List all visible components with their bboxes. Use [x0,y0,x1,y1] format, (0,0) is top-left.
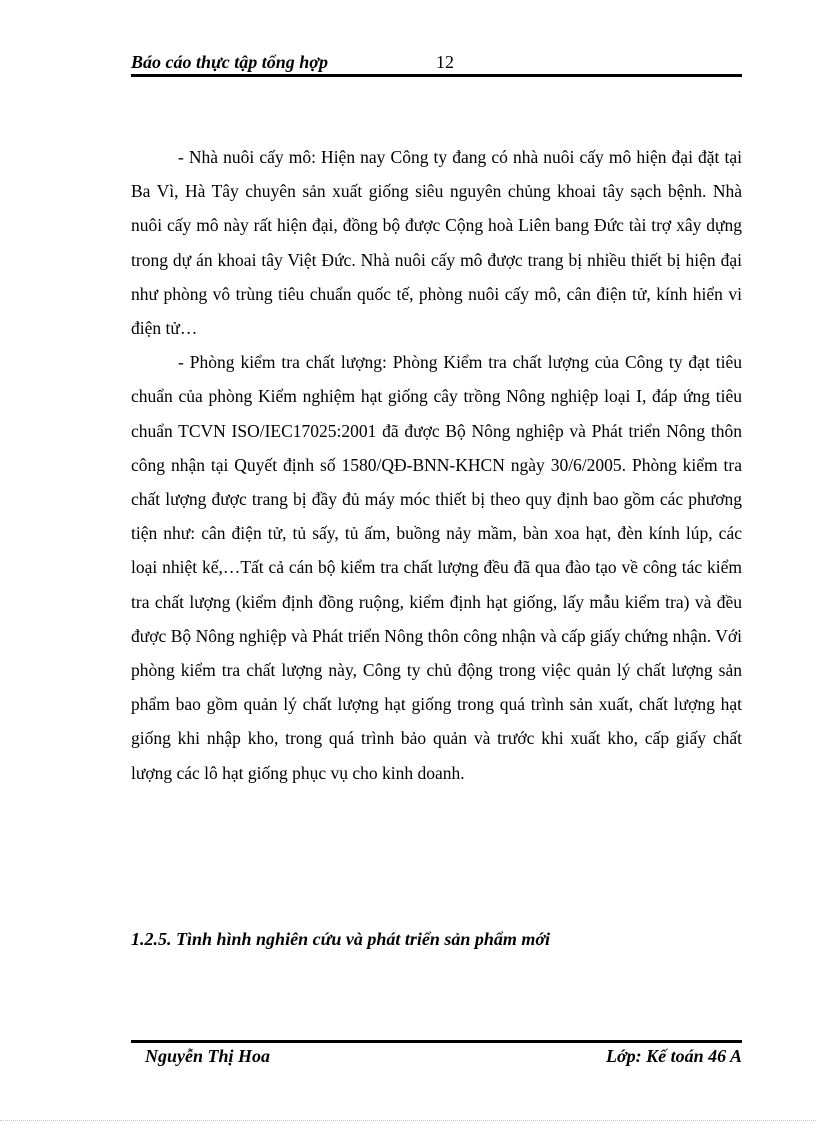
footer-rule [131,1040,742,1043]
body-text [131,140,742,790]
report-title: Báo cáo thực tập tổng hợp [131,52,328,72]
page-number: 12 [436,52,454,72]
page-header [131,50,742,76]
header-rule [131,74,742,77]
paragraph-quality-lab: - Phòng kiểm tra chất lượng: Phòng Kiểm tra chất lượng của Công ty đạt tiêu chuẩn của phòng Kiểm nghiệm hạt giống cây trồng Nông nghiệp loại I, đáp ứng tiêu chuẩn TCVN ISO/IEC17025:2001 đã được Bộ Nông nghiệp và Phát triển Nông thôn công nhận tại Quyết định số 1580/QĐ-BNN-KHCN ngày 30/6/2005. Phòng kiểm tra chất lượng được trang bị đầy đủ máy móc thiết bị theo quy định bao gồm các phương tiện như: cân điện tử, tủ sấy, tủ ấm, buồng nảy mầm, bàn xoa hạt, đèn kính lúp, các loại nhiệt kế,…Tất cả cán bộ kiểm tra chất lượng đều đã qua đào tạo về công tác kiểm tra chất lượng (kiểm định đồng ruộng, kiểm định hạt giống, lấy mẫu kiểm tra) và đều được Bộ Nông nghiệp và Phát triển Nông thôn công nhận và cấp giấy chứng nhận. Với phòng kiểm tra chất lượng này, Công ty chủ động trong việc quản lý chất lượng sản phẩm bao gồm quản lý chất lượng hạt giống trong quá trình sản xuất, chất lượng hạt giống khi nhập kho, trong quá trình bảo quản và trước khi xuất kho, cấp giấy chất lượng các lô hạt giống phục vụ cho kinh doanh. [131,352,742,783]
section-heading: 1.2.5. Tình hình nghiên cứu và phát triển sản phẩm mới [131,929,551,949]
footer-author: Nguyễn Thị Hoa [145,1046,271,1066]
footer-class: Lớp: Kế toán 46 A [606,1046,742,1066]
paragraph-tissue-culture: - Nhà nuôi cấy mô: Hiện nay Công ty đang có nhà nuôi cấy mô hiện đại đặt tại Ba Vì, Hà Tây chuyên sản xuất giống siêu nguyên chủng khoai tây sạch bệnh. Nhà nuôi cấy mô này rất hiện đại, đồng bộ được Cộng hoà Liên bang Đức tài trợ xây dựng trong dự án khoai tây Việt Đức. Nhà nuôi cấy mô được trang bị nhiều thiết bị hiện đại như phòng vô trùng tiêu chuẩn quốc tế, phòng nuôi cấy mô, cân điện tử, kính hiển vi điện tử… [131,147,742,339]
page-edge-divider [0,1120,816,1121]
